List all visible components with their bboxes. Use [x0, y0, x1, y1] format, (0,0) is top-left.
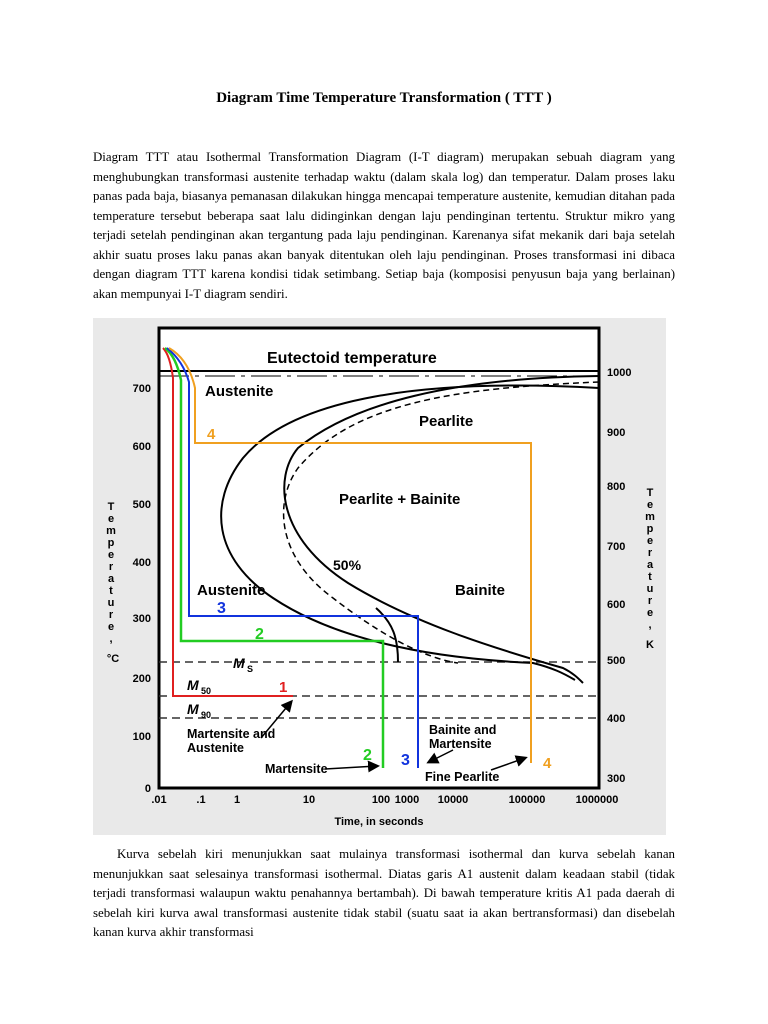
y-axis-left-label: T e m p e r a t u r e , [106, 501, 116, 645]
y-tick-c-5: 500 [132, 499, 151, 511]
y-tick-c-4: 400 [132, 557, 151, 569]
label-fifty-percent: 50% [333, 557, 362, 573]
path-number-4: 4 [207, 426, 216, 443]
label-ms-sub: S [247, 664, 254, 674]
x-tick-0: .01 [151, 794, 167, 806]
y-axis-right-unit: K [646, 639, 654, 651]
path-number-3: 3 [217, 600, 226, 617]
x-tick-6: 10000 [437, 794, 469, 806]
label-bainite-and: Bainite and [429, 723, 497, 737]
label-m90: M [187, 701, 199, 717]
body-paragraph: Kurva sebelah kiri menunjukkan saat mulainya transformasi isothermal dan kurva sebelah kanan menunjukkan saat selesainya transformasi isothermal. Diatas garis A1 austenit dalam keadaan stabil (tidak terjadi transformasi walaupun waktu penahannya bertambah). Di bawah temperature kritis A1 pada daerah di sebelah kiri kurva awal transformasi austenite tidak stabil (suatu saat ia akan bertransformasi) dan disebelah kanan kurva akhir transformasi [93, 847, 675, 939]
x-tick-4: 100 [371, 794, 391, 806]
label-eutectoid: Eutectoid temperature [267, 350, 437, 367]
y-tick-c-6: 600 [132, 441, 151, 453]
y-tick-k-3: 600 [607, 599, 626, 611]
label-fine-pearlite: Fine Pearlite [425, 770, 500, 784]
label-pearlite: Pearlite [419, 413, 474, 430]
y-tick-k-0: 300 [607, 773, 626, 785]
path-number-2-end: 2 [363, 747, 372, 764]
label-m50: M [187, 677, 199, 693]
label-martensite: Martensite [265, 762, 328, 776]
label-pearlite-bainite: Pearlite + Bainite [339, 491, 461, 508]
label-m50-sub: 50 [201, 686, 212, 696]
path-number-4-end: 4 [543, 755, 552, 772]
y-tick-k-5: 800 [607, 481, 626, 493]
y-tick-c-0: 0 [144, 783, 151, 795]
label-martensite-right: Martensite [429, 737, 492, 751]
y-tick-c-3: 300 [132, 613, 151, 625]
y-axis-left-ticks [133, 383, 151, 795]
y-axis-right-label: T e m p e r a t u r e , [645, 487, 655, 631]
page-title: Diagram Time Temperature Transformation ( TTT ) [216, 90, 552, 106]
x-tick-5: 1000 [394, 794, 420, 806]
y-axis-right-ticks [607, 367, 631, 785]
ttt-diagram [93, 318, 666, 835]
x-tick-1: .1 [196, 794, 206, 806]
label-austenite-top: Austenite [205, 383, 274, 400]
label-bainite: Bainite [455, 582, 506, 599]
y-tick-c-2: 200 [132, 673, 151, 685]
label-m90-sub: 90 [201, 710, 212, 720]
y-tick-k-2: 500 [607, 655, 626, 667]
label-martensite-and: Martensite and [187, 727, 276, 741]
label-austenite-low: Austenite [187, 741, 244, 755]
path-number-1: 1 [279, 679, 288, 696]
y-tick-c-7: 700 [132, 383, 151, 395]
intro-paragraph: Diagram TTT atau Isothermal Transformation Diagram (I-T diagram) merupakan sebuah diagram yang menghubungkan transformasi austenite terhadap waktu (dalam skala log) dan temperatur. Dalam proses laku panas pada baja, biasanya pemanasan dilakukan hingga mencapai temperature austenite, kemudian ditahan pada temperature tersebut beberapa saat lalu didinginkan dengan laju pendinginan tertentu. Struktur mikro yang terjadi setelah pendinginan akan tergantung pada laju pendinginan. Karenanya sifat mekanik dari baja setelah akhir suatu proses laku panas akan banyak ditentukan oleh laju pendinginan. Proses transformasi ini dibaca dengan diagram TTT karena kondisi tidak setimbang. Setiap baja (komposisi penyusun baja yang berlainan) akan mempunyai I-T diagram sendiri. [93, 150, 675, 301]
y-tick-k-7: 1000 [607, 367, 632, 379]
x-tick-2: 1 [233, 794, 241, 806]
label-ms: M [233, 655, 245, 671]
x-axis-ticks [151, 794, 618, 806]
path-number-3-end: 3 [401, 752, 410, 769]
y-tick-k-1: 400 [607, 713, 626, 725]
x-tick-3: 10 [302, 794, 316, 806]
y-tick-c-1: 100 [132, 731, 151, 743]
y-axis-left-unit: °C [106, 653, 120, 665]
path-number-2: 2 [255, 626, 264, 643]
y-tick-k-4: 700 [607, 541, 626, 553]
ttt-diagram-figure [93, 318, 666, 835]
x-tick-7: 100000 [508, 794, 546, 806]
label-austenite-mid: Austenite [197, 582, 266, 599]
x-tick-8: 1000000 [575, 794, 619, 806]
y-tick-k-6: 900 [607, 427, 626, 439]
x-axis-label: Time, in seconds [334, 816, 424, 828]
